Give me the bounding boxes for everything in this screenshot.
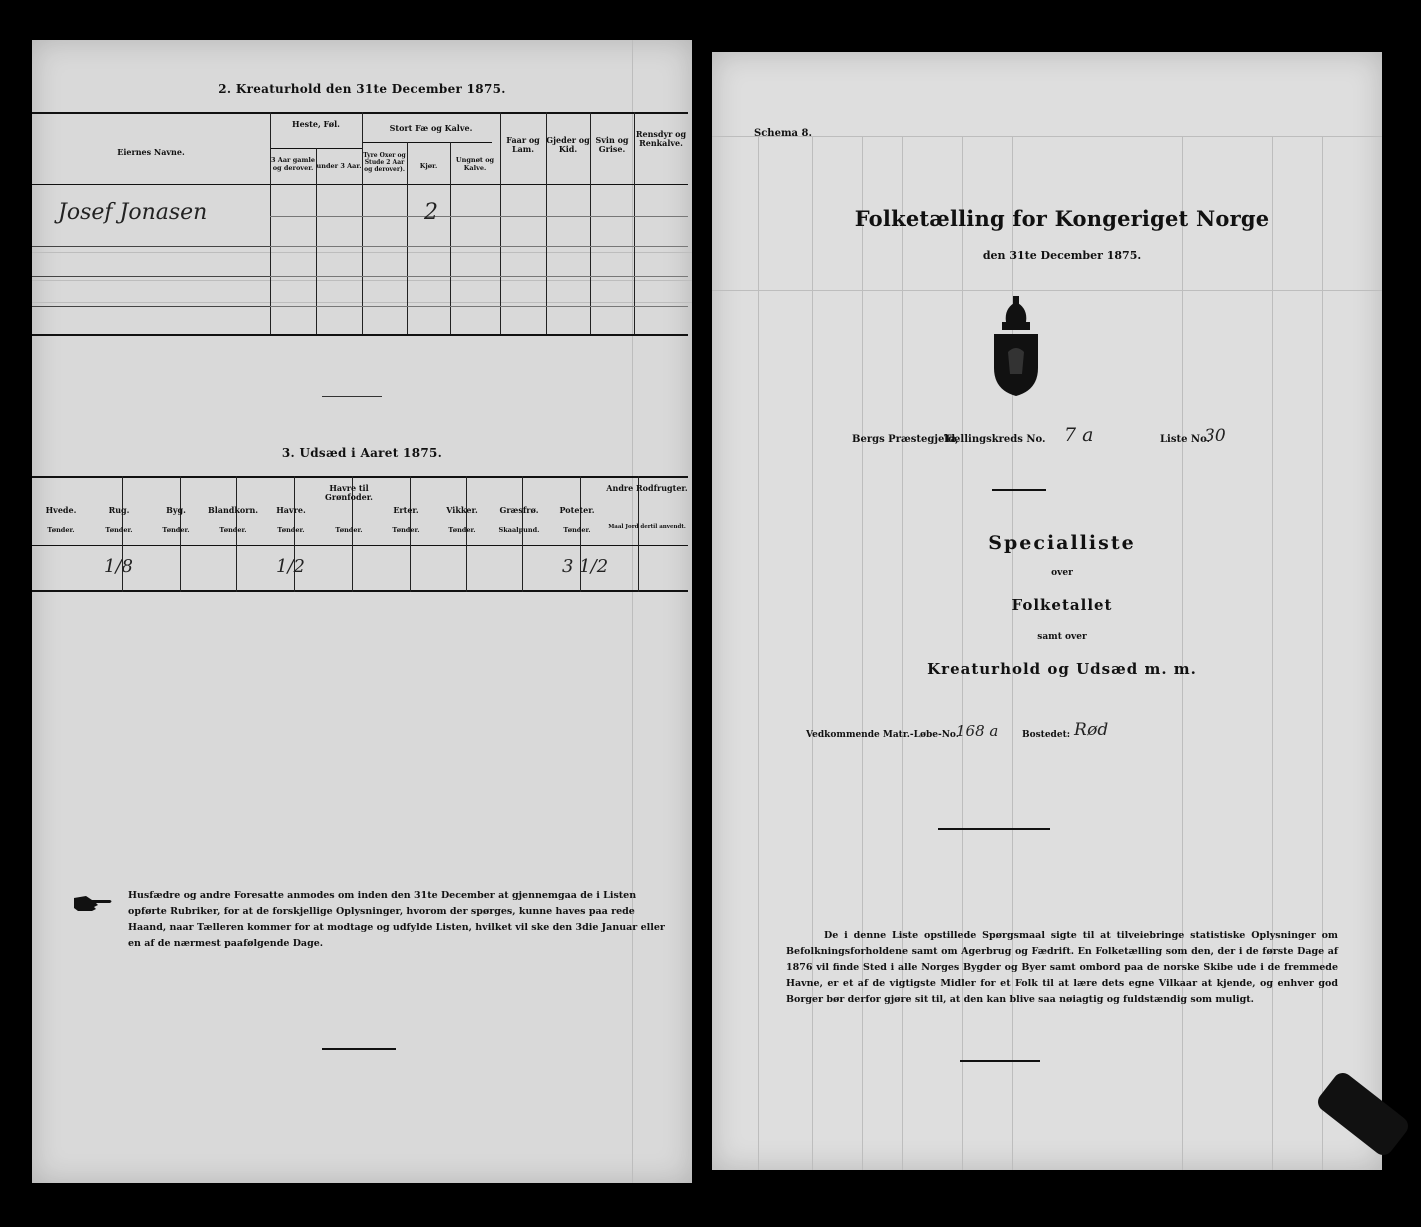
samt-over-label: samt over bbox=[1037, 632, 1087, 642]
sowing-col-header: Havre. bbox=[276, 505, 306, 515]
heste-sub2: under 3 Aar. bbox=[316, 162, 362, 170]
heading-folketallet: Folketallet bbox=[1011, 596, 1113, 614]
sowing-col-header: Vikker. bbox=[446, 505, 478, 515]
sowing-col-unit: Tønder. bbox=[277, 526, 305, 534]
tellingskreds-label: Tællingskreds No. bbox=[944, 434, 1046, 445]
census-title: Folketælling for Kongeriget Norge bbox=[854, 206, 1270, 231]
sowing-col-header: Blandkorn. bbox=[207, 505, 259, 515]
left-page bbox=[32, 40, 692, 1183]
rensdyr-header: Rensdyr og Renkalve. bbox=[635, 129, 687, 148]
sowing-value: 1/8 bbox=[104, 556, 133, 577]
matr-value: 168 a bbox=[956, 722, 999, 740]
prestegjeld-label: Bergs Præstegjeld, bbox=[852, 434, 959, 445]
stort-header: Stort Fæ og Kalve. bbox=[389, 123, 473, 133]
sowing-col-unit: Skaalpund. bbox=[498, 526, 540, 534]
sowing-col-header: Andre Rodfrugter. bbox=[606, 483, 688, 493]
sowing-col-header: Poteter. bbox=[559, 505, 595, 515]
svin-header: Svin og Grise. bbox=[595, 135, 629, 154]
pointing-hand-icon bbox=[72, 892, 114, 914]
matr-label: Vedkommende Matr.-Løbe-No. bbox=[806, 730, 959, 740]
sowing-col-header: Erter. bbox=[393, 505, 419, 515]
owner-name: Josef Jonasen bbox=[58, 200, 208, 225]
gjeder-header: Gjeder og Kid. bbox=[546, 135, 590, 154]
sowing-col-unit: Tønder. bbox=[563, 526, 591, 534]
section2-title: 2. Kreaturhold den 31te December 1875. bbox=[218, 82, 506, 96]
stort-sub1: Tyre Oxer og Stude 2 Aar og derover). bbox=[363, 152, 406, 173]
sowing-col-unit: Maal Jord dertil anvendt. bbox=[608, 524, 686, 530]
schema-label: Schema 8. bbox=[754, 128, 812, 139]
stort-sub2: Kjør. bbox=[419, 162, 438, 170]
liste-label: Liste No. bbox=[1160, 434, 1211, 445]
census-date: den 31te December 1875. bbox=[982, 249, 1142, 262]
sowing-value: 3 1/2 bbox=[562, 556, 609, 577]
section3-title: 3. Udsæd i Aaret 1875. bbox=[281, 446, 443, 460]
heading-kreaturhold: Kreaturhold og Udsæd m. m. bbox=[927, 660, 1197, 678]
heading-specialliste: Specialliste bbox=[988, 532, 1136, 554]
info-paragraph: De i denne Liste opstillede Spørgsmaal sigte til at tilveiebringe statistiske Oplysninger om Befolkningsforholdene samt om Agerbrug og Fædrift. En Folketælling som den, der i de første Dage af 1876 vil finde Sted i alle Norges Bygder og Byer samt ombord paa de norske Skibe ude i de fremmede Havne, er et af de vigtigste Midler for et Folk til at lære dets egne Vilkaar at kjende, og enhver god Borger bør derfor gjøre sit til, at den kan blive saa nøiagtig og fuldstændig som muligt. bbox=[786, 930, 1338, 1005]
sowing-col-unit: Tønder. bbox=[448, 526, 476, 534]
faar-header: Faar og Lam. bbox=[506, 135, 540, 154]
sowing-col-header: Byg. bbox=[166, 505, 186, 515]
sowing-col-unit: Tønder. bbox=[335, 526, 363, 534]
owner-header: Eiernes Navne. bbox=[117, 147, 185, 157]
bosted-label: Bostedet: bbox=[1022, 730, 1071, 740]
coat-of-arms-icon bbox=[988, 294, 1044, 398]
sowing-col-header: Græsfrø. bbox=[499, 505, 539, 515]
sowing-col-unit: Tønder. bbox=[219, 526, 247, 534]
notice-text: Husfædre og andre Foresatte anmodes om inden den 31te December at gjennemgaa de i Listen opførte Rubriker, for at de forskjellige Oplysninger, hvorom der spørges, kunne haves paa rede Haand, naar Tælleren kommer for at modtage og udfylde Listen, hvilket vil ske den 3die Januar eller en af de nærmest paafølgende Dage. bbox=[128, 890, 665, 949]
heste-header: Heste, Føl. bbox=[292, 119, 340, 129]
sowing-col-unit: Tønder. bbox=[47, 526, 75, 534]
sowing-col-header: Havre til Grønfoder. bbox=[325, 483, 373, 502]
over-label: over bbox=[1051, 568, 1073, 578]
sowing-col-unit: Tønder. bbox=[162, 526, 190, 534]
sowing-col-unit: Tønder. bbox=[105, 526, 133, 534]
liste-value: 30 bbox=[1204, 426, 1226, 446]
sowing-col-header: Rug. bbox=[108, 505, 130, 515]
tellingskreds-value: 7 a bbox=[1064, 424, 1094, 446]
sowing-col-unit: Tønder. bbox=[392, 526, 420, 534]
right-page bbox=[712, 52, 1382, 1170]
heste-sub1: 3 Aar gamle og derover. bbox=[271, 156, 315, 172]
bosted-value: Rød bbox=[1074, 720, 1109, 740]
sowing-col-header: Hvede. bbox=[45, 505, 77, 515]
sowing-value: 1/2 bbox=[276, 556, 305, 577]
kjor-value: 2 bbox=[424, 200, 438, 225]
stort-sub3: Ungnøt og Kalve. bbox=[455, 156, 495, 172]
